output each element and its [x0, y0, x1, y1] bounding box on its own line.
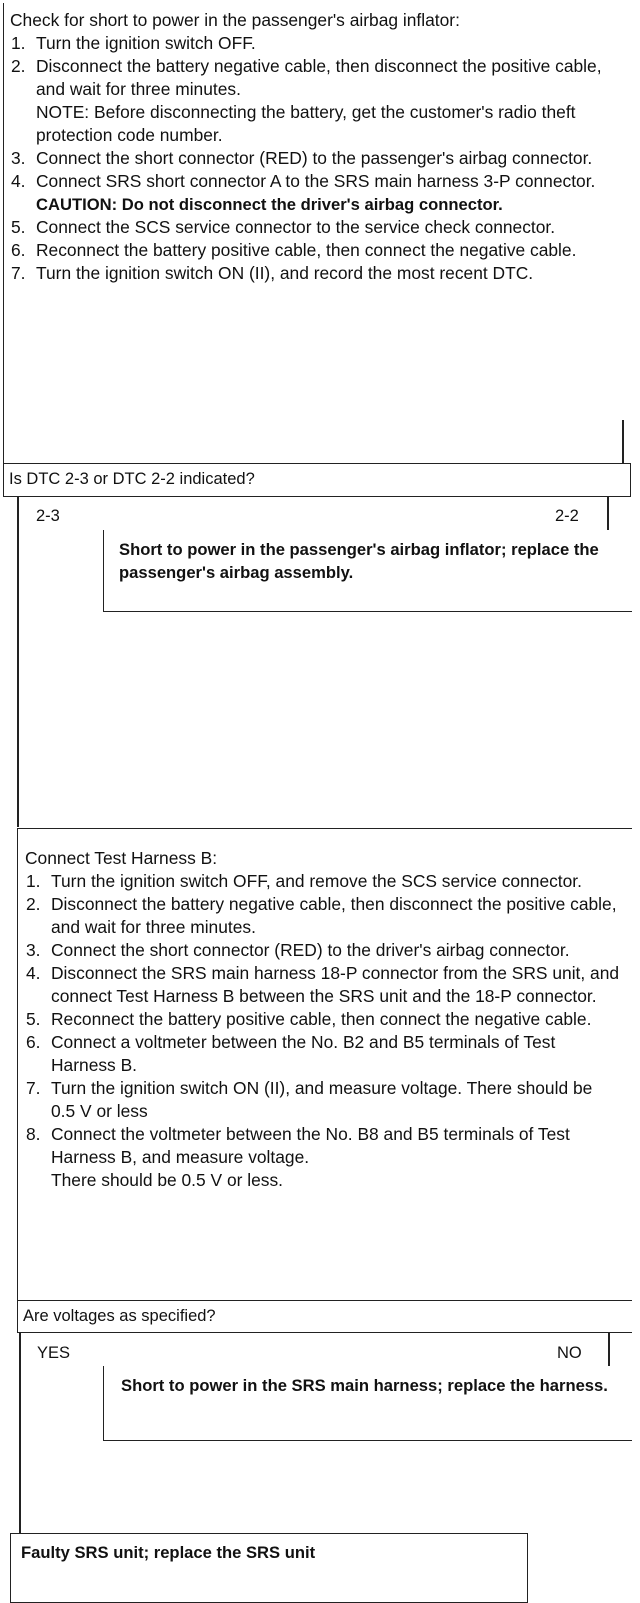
step-number: 7. — [26, 1078, 41, 1098]
result-faulty-srs-unit: Faulty SRS unit; replace the SRS unit — [21, 1543, 316, 1562]
step-text: Connect SRS short connector A to the SRS main harness 3-P connector. — [36, 171, 596, 191]
step-number: 6. — [11, 240, 26, 260]
step-text: Disconnect the battery negative cable, then disconnect the positive cable, and wait for three minutes. — [36, 56, 602, 99]
branch-label-yes: YES — [37, 1344, 71, 1362]
step-text: Turn the ignition switch OFF, and remove the SCS service connector. — [51, 871, 582, 891]
step-number: 5. — [11, 217, 26, 237]
step-text: Reconnect the battery positive cable, then connect the negative cable. — [51, 1009, 592, 1029]
section1-heading: Check for short to power in the passenger's airbag inflator: — [10, 10, 460, 30]
step-text: Connect the SCS service connector to the service check connector. — [36, 217, 556, 237]
step-number: 3. — [26, 940, 41, 960]
step-number: 2. — [26, 894, 41, 914]
step-note: NOTE: Before disconnecting the battery, get the customer's radio theft protection code number. — [36, 102, 576, 145]
step-item — [10, 147, 622, 170]
step-text: Turn the ignition switch ON (II), and measure voltage. There should be 0.5 V or less — [51, 1078, 593, 1121]
step-item — [25, 870, 621, 893]
section2-step-list — [25, 870, 621, 1192]
step-item — [25, 1031, 621, 1077]
step-text: Turn the ignition switch OFF. — [36, 33, 256, 53]
step-text: Connect a voltmeter between the No. B2 and B5 terminals of Test Harness B. — [51, 1032, 556, 1075]
step-item — [10, 170, 622, 216]
step-item — [10, 216, 622, 239]
step-caution: CAUTION: Do not disconnect the driver's airbag connector. — [36, 195, 503, 214]
step-text: Disconnect the SRS main harness 18-P connector from the SRS unit, and connect Test Harness B between the SRS unit and the 18-P connector. — [51, 963, 620, 1006]
question-dtc: Is DTC 2-3 or DTC 2-2 indicated? — [9, 470, 255, 488]
step-box-passenger-inflator-check — [3, 3, 631, 464]
step-number: 6. — [26, 1032, 41, 1052]
step-number: 5. — [26, 1009, 41, 1029]
result-passenger-airbag: Short to power in the passenger's airbag inflator; replace the passenger's airbag assembly. — [119, 540, 599, 582]
step-item — [10, 239, 622, 262]
step-item — [10, 262, 622, 285]
result-box-srs-harness — [103, 1366, 632, 1441]
step-item — [25, 1077, 621, 1123]
step-item — [25, 1123, 621, 1192]
result-box-passenger-airbag — [103, 530, 632, 612]
section1-step-list — [10, 32, 622, 285]
step-text: Connect the voltmeter between the No. B8 and B5 terminals of Test Harness B, and measure voltage. — [51, 1124, 570, 1167]
question-voltages: Are voltages as specified? — [23, 1307, 216, 1325]
step-item — [10, 32, 622, 55]
question-box-voltages — [17, 1300, 632, 1333]
step-number: 2. — [11, 56, 26, 76]
step-number: 8. — [26, 1124, 41, 1144]
step-text: Disconnect the battery negative cable, then disconnect the positive cable, and wait for three minutes. — [51, 894, 617, 937]
step-text: Connect the short connector (RED) to the passenger's airbag connector. — [36, 148, 593, 168]
step-number: 7. — [11, 263, 26, 283]
step-number: 1. — [26, 871, 41, 891]
section2-heading: Connect Test Harness B: — [25, 848, 218, 868]
step-text: Connect the short connector (RED) to the driver's airbag connector. — [51, 940, 570, 960]
branch-label-2-2: 2-2 — [555, 507, 579, 525]
step-box-test-harness-b — [17, 828, 632, 1301]
step-item — [25, 1008, 621, 1031]
step-number: 4. — [26, 963, 41, 983]
step-text: Reconnect the battery positive cable, then connect the negative cable. — [36, 240, 577, 260]
step-item — [25, 893, 621, 939]
result-srs-harness: Short to power in the SRS main harness; replace the harness. — [121, 1376, 608, 1395]
branch-label-2-3: 2-3 — [36, 507, 60, 525]
step-number: 1. — [11, 33, 26, 53]
result-box-faulty-srs-unit — [10, 1533, 528, 1603]
step-item — [10, 55, 622, 147]
question-box-dtc — [3, 463, 631, 497]
step-item — [25, 962, 621, 1008]
step-item — [25, 939, 621, 962]
step-text: Turn the ignition switch ON (II), and record the most recent DTC. — [36, 263, 534, 283]
step-number: 3. — [11, 148, 26, 168]
branch-label-no: NO — [557, 1344, 582, 1362]
step-note: There should be 0.5 V or less. — [51, 1170, 284, 1190]
step-number: 4. — [11, 171, 26, 191]
